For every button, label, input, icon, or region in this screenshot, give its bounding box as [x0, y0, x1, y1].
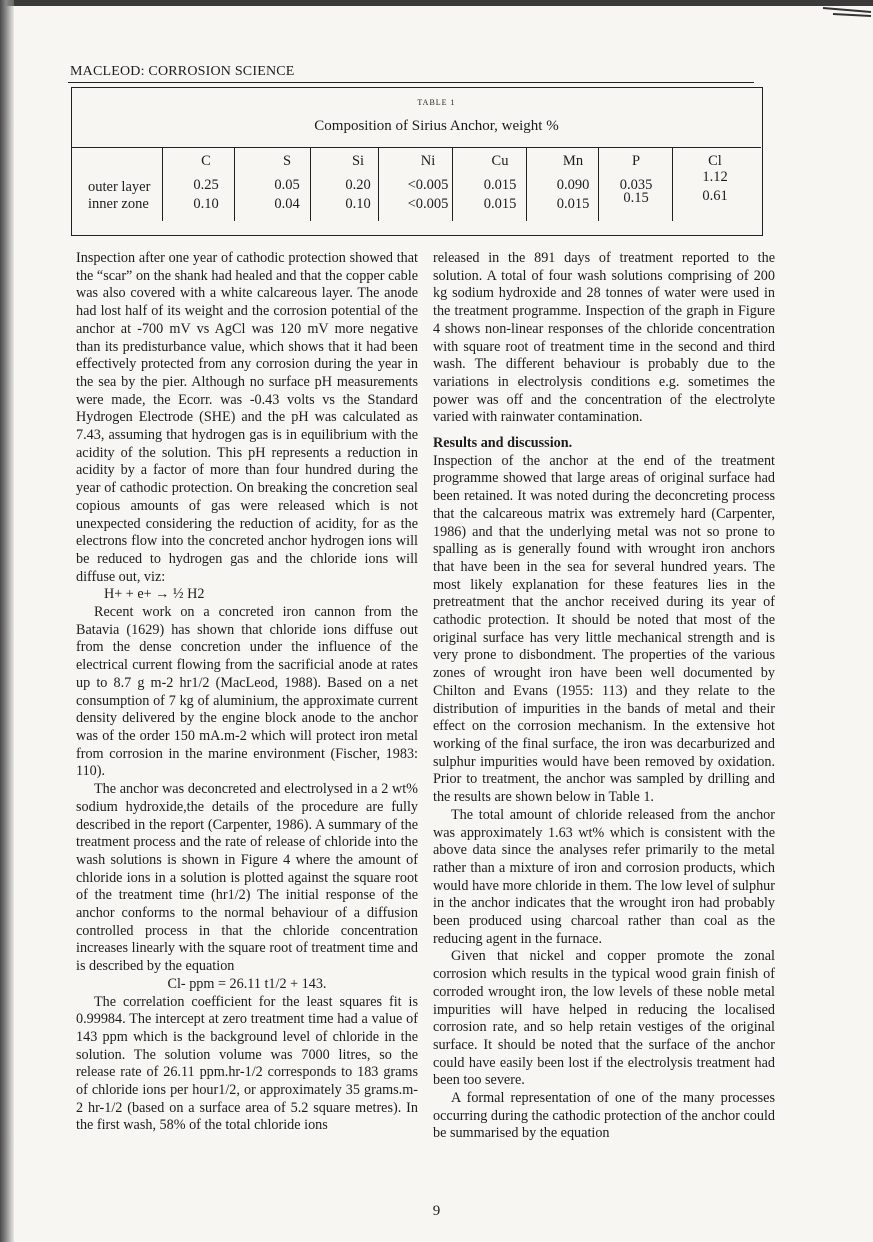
table-cell: 0.15 [623, 190, 649, 206]
equation: H+ + e+ → ½ H2 [104, 586, 205, 603]
paragraph: Recent work on a concreted iron cannon from the Batavia (1629) has shown that chloride ions diffuse out from the dense concretion under the influence of the electrical current flowing from the sacrificial anode at rates up to 8.7 g m-2 hr1/2 (MacLeod, 1988). Based on a net consumption of 7 kg of aluminium, the approximate current density delivered by the engine block anode to the anchor was of the order 150 mA.m-2 which will protect iron metal from corrosion in the marine environment (Fischer, 1983: 110). [76, 604, 418, 780]
table-header-cell: Ni [420, 153, 436, 169]
table-cell: 0.04 [274, 196, 300, 212]
table-cell: 0.20 [345, 177, 371, 193]
table-cell: 1.12 [702, 169, 728, 185]
table-cell: <0.005 [407, 196, 449, 212]
table-label: TABLE 1 [417, 98, 456, 107]
paragraph: A formal representation of one of the many processes occurring during the cathodic protection of the anchor could be summarised by the equation [433, 1090, 775, 1142]
scan-edge-left [0, 0, 14, 1242]
table-header-cell: C [201, 153, 211, 169]
table-caption: Composition of Sirius Anchor, weight % [314, 118, 559, 134]
paragraph: Inspection of the anchor at the end of the treatment programme showed that large areas of original surface had been retained. It was noted during the deconcreting process that the calcareous matrix was extremely hard (Carpenter, 1986) and that the underlying metal was not so prone to spalling as is generally found with wrought iron anchors that have been in the sea for several hundred years. The most likely explanation for these features lies in the pretreatment that the anchor received during its year of cathodic protection. It should be noted that most of the original surface has very little mechanical strength and is very prone to disbondment. The properties of the various zones of wrought iron have been well documented by Chilton and Evans (1955: 113) and they relate to the distribution of impurities in the bands of metal and their effect on the corrosion mechanism. In the extensive hot working of the final surface, the iron was decarburized and sulphur impurities would have been removed by oxidation. Prior to treatment, the anchor was sampled by drilling and the results are shown below in Table 1. [433, 452, 775, 806]
table-cell: 0.61 [702, 188, 728, 204]
paragraph: Inspection after one year of cathodic protection showed that the “scar” on the shank had healed and that the copper cable was also covered with a white calcareous layer. The anode had lost half of its weight and the corrosion potential of the anchor at -700 mV vs AgCl was 120 mV more negative than its predisturbance value, which shows that it had been effectively protected from any corrosion during the year in the sea by the pier. Although no surface pH measurements were made, the Ecorr. was -0.43 volts vs the Standard Hydrogen Electrode (SHE) and the pH was calculated as 7.43, assuming that hydrogen gas is in equilibrium with the acidity of the solution. This pH represents a reduction in acidity by a factor of more than four hundred during the year of cathodic protection. On breaking the concretion seal copious amounts of gas were released which is not unexpected considering the reduction of acidity, for as the electrons flow into the concreted anchor hydrogen ions will be reduced to hydrogen gas and the chloride ions will diffuse out, viz: [76, 250, 418, 585]
page-number: 9 [432, 1203, 441, 1219]
section-heading: Results and discussion. [433, 435, 573, 452]
right-column [433, 250, 775, 1143]
table-cell: 0.10 [193, 196, 219, 212]
scan-edge-top [0, 0, 873, 6]
table-cell: 0.015 [483, 177, 517, 193]
table-cell: 0.015 [556, 196, 590, 212]
table-cell: 0.10 [345, 196, 371, 212]
table-header-cell: Cu [491, 153, 509, 169]
scan-corner-mark [813, 0, 873, 22]
table-row-label: inner zone [88, 196, 149, 212]
table-divider [672, 147, 673, 221]
paragraph: Given that nickel and copper promote the zonal corrosion which results in the typical wood grain finish of corroded wrought iron, the low levels of these noble metal impurities will have helped in reducing the localised corrosion rate, and so help retain vestiges of the original surface. It should be noted that the surface of the anchor could have easily been lost if the electrolysis treatment had been too severe. [433, 948, 775, 1089]
header-rule [68, 82, 754, 83]
table-cell: 0.015 [483, 196, 517, 212]
table-row-label: outer layer [88, 179, 151, 195]
table-cell: 0.035 [619, 177, 653, 193]
left-column [76, 250, 418, 1135]
running-head: MACLEOD: CORROSION SCIENCE [70, 64, 295, 79]
paragraph: The correlation coefficient for the least squares fit is 0.99984. The intercept at zero treatment time had a value of 143 ppm which is the background level of chloride in the solution. The solution volume was 7000 litres, so the release rate of 26.11 ppm.hr-1/2 corresponds to 183 grams of chloride ions per hour1/2, or approximately 35 grams.m-2 hr-1/2 (based on a surface area of 5.2 square metres). In the first wash, 58% of the total chloride ions [76, 993, 418, 1134]
table-header-cell: Cl [708, 153, 722, 169]
table-cell: <0.005 [407, 177, 449, 193]
table-divider [162, 147, 163, 221]
table-rule [71, 147, 761, 148]
table-header-cell: Mn [562, 153, 584, 169]
table-header-cell: S [282, 153, 292, 169]
equation: Cl- ppm = 26.11 t1/2 + 143. [167, 975, 327, 992]
paragraph: The total amount of chloride released from the anchor was approximately 1.63 wt% which is consistent with the above data since the analyses refer primarily to the metal rather than a mixture of iron and corrosion products, which would have more chloride in them. The low level of sulphur in the anchor indicates that the wrought iron had probably been produced using charcoal rather than coal as the reducing agent in the furnace. [433, 806, 775, 947]
paragraph: released in the 891 days of treatment reported to the solution. A total of four wash solutions comprising of 200 kg sodium hydroxide and 28 tonnes of water were used in the treatment programme. Inspection of the graph in Figure 4 shows non-linear responses of the chloride concentration with square root of treatment time in the second and third wash. The different behaviour is probably due to the variations in electrolysis conditions e.g. sometimes the power was off and the concentration of the electrolyte varied with rainwater contamination. [433, 250, 775, 426]
table-cell: 0.090 [556, 177, 590, 193]
paragraph: The anchor was deconcreted and electrolysed in a 2 wt% sodium hydroxide,the details of the procedure are fully described in the report (Carpenter, 1986). A summary of the treatment process and the rate of release of chloride into the wash solutions is shown in Figure 4 where the amount of chloride ions in a solution is plotted against the square root of the treatment time (hr1/2) The initial response of the anchor conforms to the normal behaviour of a diffusion controlled process in that the chloride concentration increases linearly with the square root of treatment time and is described by the equation [76, 781, 418, 975]
table-header-cell: Si [351, 153, 365, 169]
table-header-cell: P [631, 153, 641, 169]
table-cell: 0.05 [274, 177, 300, 193]
table-cell: 0.25 [193, 177, 219, 193]
